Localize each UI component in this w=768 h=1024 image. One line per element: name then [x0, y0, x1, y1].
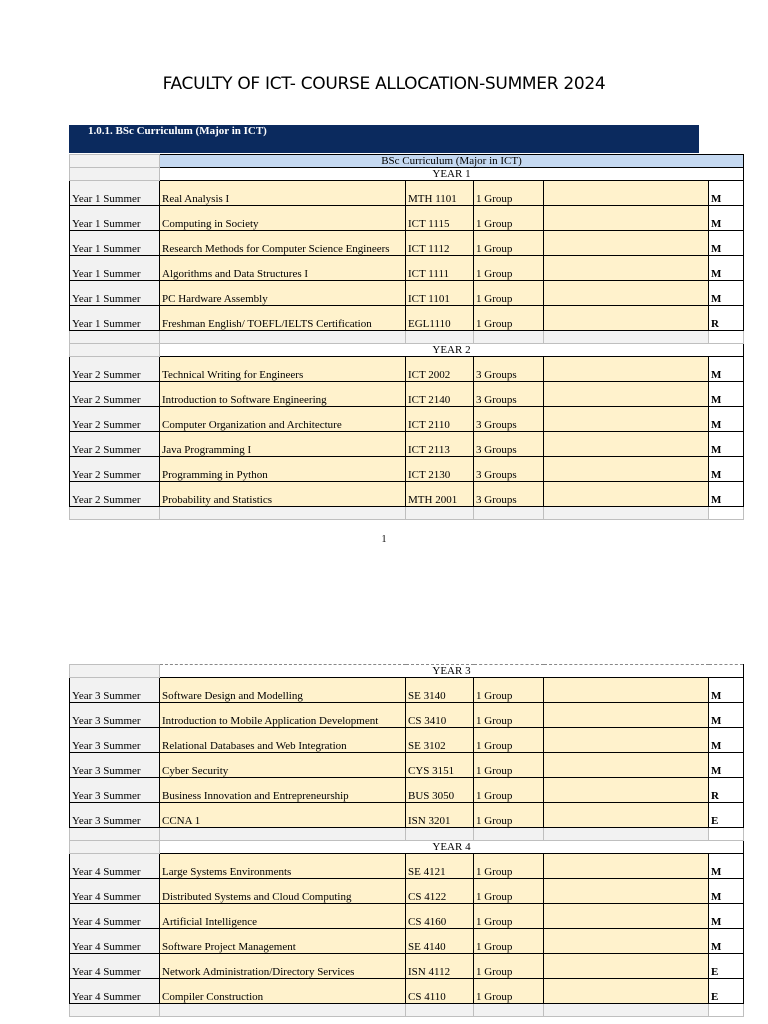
course-code-cell: CS 4160	[406, 904, 474, 929]
lecturer-cell	[544, 728, 709, 753]
year-heading-spacer	[70, 344, 160, 357]
course-code-cell: SE 4140	[406, 929, 474, 954]
course-code-cell: ICT 2113	[406, 432, 474, 457]
course-name-cell: Distributed Systems and Cloud Computing	[160, 879, 406, 904]
course-code-cell: CS 4110	[406, 979, 474, 1004]
groups-cell: 3 Groups	[474, 432, 544, 457]
groups-cell: 1 Group	[474, 281, 544, 306]
table-row	[70, 753, 744, 778]
spacer-cell	[474, 1004, 544, 1017]
lecturer-cell	[544, 181, 709, 206]
course-code-cell: ISN 3201	[406, 803, 474, 828]
groups-cell: 3 Groups	[474, 407, 544, 432]
course-name-cell: Cyber Security	[160, 753, 406, 778]
year-cell: Year 3 Summer	[70, 803, 160, 828]
table-row	[70, 357, 744, 382]
year-cell: Year 1 Summer	[70, 181, 160, 206]
spacer-cell	[474, 828, 544, 841]
course-name-cell: Network Administration/Directory Services	[160, 954, 406, 979]
course-name-cell: Software Design and Modelling	[160, 678, 406, 703]
course-type-cell: M	[709, 482, 744, 507]
banner-tab	[69, 141, 91, 153]
table-header: BSc Curriculum (Major in ICT)	[160, 155, 744, 168]
year-heading: YEAR 3	[160, 665, 744, 678]
spacer-cell	[474, 331, 544, 344]
year-cell: Year 1 Summer	[70, 256, 160, 281]
course-type-cell: M	[709, 357, 744, 382]
table-row	[70, 231, 744, 256]
course-name-cell: Compiler Construction	[160, 979, 406, 1004]
table-row	[70, 407, 744, 432]
spacer-row	[70, 331, 744, 344]
year-cell: Year 3 Summer	[70, 703, 160, 728]
course-name-cell: Artificial Intelligence	[160, 904, 406, 929]
year-cell: Year 2 Summer	[70, 457, 160, 482]
year-heading: YEAR 4	[160, 841, 744, 854]
year-cell: Year 4 Summer	[70, 954, 160, 979]
groups-cell: 1 Group	[474, 753, 544, 778]
groups-cell: 1 Group	[474, 231, 544, 256]
table-row	[70, 306, 744, 331]
lecturer-cell	[544, 753, 709, 778]
groups-cell: 1 Group	[474, 778, 544, 803]
spacer-cell	[70, 828, 160, 841]
spacer-cell	[544, 1004, 709, 1017]
lecturer-cell	[544, 929, 709, 954]
lecturer-cell	[544, 432, 709, 457]
table-row	[70, 703, 744, 728]
year-cell: Year 1 Summer	[70, 206, 160, 231]
table-row	[70, 432, 744, 457]
lecturer-cell	[544, 206, 709, 231]
course-code-cell: ICT 1111	[406, 256, 474, 281]
spacer-cell	[406, 828, 474, 841]
year-cell: Year 4 Summer	[70, 854, 160, 879]
course-code-cell: CYS 3151	[406, 753, 474, 778]
year-heading-row	[70, 344, 744, 357]
table-row	[70, 904, 744, 929]
course-code-cell: MTH 2001	[406, 482, 474, 507]
groups-cell: 1 Group	[474, 954, 544, 979]
lecturer-cell	[544, 904, 709, 929]
year-cell: Year 4 Summer	[70, 979, 160, 1004]
course-name-cell: Software Project Management	[160, 929, 406, 954]
course-type-cell: M	[709, 703, 744, 728]
lecturer-cell	[544, 879, 709, 904]
course-code-cell: EGL1110	[406, 306, 474, 331]
year-heading-row	[70, 665, 744, 678]
groups-cell: 3 Groups	[474, 457, 544, 482]
table-row	[70, 979, 744, 1004]
course-type-cell: M	[709, 879, 744, 904]
spacer-cell	[406, 1004, 474, 1017]
course-code-cell: SE 4121	[406, 854, 474, 879]
year-heading-row	[70, 841, 744, 854]
year-cell: Year 1 Summer	[70, 306, 160, 331]
year-block-3	[70, 665, 744, 841]
lecturer-cell	[544, 407, 709, 432]
lecturer-cell	[544, 382, 709, 407]
course-name-cell: Algorithms and Data Structures I	[160, 256, 406, 281]
spacer-cell	[160, 507, 406, 520]
groups-cell: 1 Group	[474, 206, 544, 231]
year-block-4	[70, 841, 744, 1017]
course-type-cell: M	[709, 256, 744, 281]
year-heading-spacer	[70, 665, 160, 678]
table-row	[70, 482, 744, 507]
course-code-cell: ICT 1115	[406, 206, 474, 231]
groups-cell: 1 Group	[474, 306, 544, 331]
course-type-cell: R	[709, 306, 744, 331]
course-type-cell: E	[709, 803, 744, 828]
course-code-cell: SE 3102	[406, 728, 474, 753]
course-type-cell: M	[709, 728, 744, 753]
course-table-page-2	[69, 664, 744, 1017]
course-type-cell: E	[709, 954, 744, 979]
table-row	[70, 778, 744, 803]
year-cell: Year 2 Summer	[70, 357, 160, 382]
spacer-cell	[160, 1004, 406, 1017]
course-type-cell: M	[709, 753, 744, 778]
spacer-cell	[70, 1004, 160, 1017]
course-name-cell: Freshman English/ TOEFL/IELTS Certification	[160, 306, 406, 331]
course-name-cell: Probability and Statistics	[160, 482, 406, 507]
groups-cell: 1 Group	[474, 728, 544, 753]
table-row	[70, 929, 744, 954]
course-name-cell: CCNA 1	[160, 803, 406, 828]
course-name-cell: Research Methods for Computer Science Engineers	[160, 231, 406, 256]
year-heading-spacer	[70, 168, 160, 181]
year-heading: YEAR 1	[160, 168, 744, 181]
course-name-cell: Business Innovation and Entrepreneurship	[160, 778, 406, 803]
groups-cell: 1 Group	[474, 181, 544, 206]
year-block-2	[70, 344, 744, 520]
year-block-1	[70, 168, 744, 344]
year-cell: Year 2 Summer	[70, 382, 160, 407]
course-name-cell: Technical Writing for Engineers	[160, 357, 406, 382]
groups-cell: 1 Group	[474, 803, 544, 828]
course-type-cell: M	[709, 281, 744, 306]
course-code-cell: ICT 1112	[406, 231, 474, 256]
course-code-cell: ICT 2002	[406, 357, 474, 382]
spacer-cell	[406, 507, 474, 520]
lecturer-cell	[544, 778, 709, 803]
table-row	[70, 181, 744, 206]
spacer-cell	[709, 828, 744, 841]
course-code-cell: CS 4122	[406, 879, 474, 904]
course-type-cell: M	[709, 904, 744, 929]
lecturer-cell	[544, 979, 709, 1004]
course-code-cell: MTH 1101	[406, 181, 474, 206]
year-cell: Year 2 Summer	[70, 407, 160, 432]
groups-cell: 1 Group	[474, 929, 544, 954]
course-code-cell: BUS 3050	[406, 778, 474, 803]
year-cell: Year 4 Summer	[70, 929, 160, 954]
spacer-cell	[709, 1004, 744, 1017]
lecturer-cell	[544, 803, 709, 828]
spacer-row	[70, 828, 744, 841]
table-row	[70, 678, 744, 703]
course-type-cell: M	[709, 382, 744, 407]
spacer-cell	[406, 331, 474, 344]
course-name-cell: Real Analysis I	[160, 181, 406, 206]
spacer-cell	[70, 507, 160, 520]
year-cell: Year 1 Summer	[70, 231, 160, 256]
spacer-cell	[709, 507, 744, 520]
year-heading: YEAR 2	[160, 344, 744, 357]
course-name-cell: Introduction to Software Engineering	[160, 382, 406, 407]
table-row	[70, 256, 744, 281]
year-heading-spacer	[70, 841, 160, 854]
lecturer-cell	[544, 482, 709, 507]
year-heading-row	[70, 168, 744, 181]
course-type-cell: M	[709, 206, 744, 231]
table-row	[70, 803, 744, 828]
table-row	[70, 457, 744, 482]
course-type-cell: R	[709, 778, 744, 803]
table-row	[70, 854, 744, 879]
table-row	[70, 281, 744, 306]
course-code-cell: ICT 2110	[406, 407, 474, 432]
spacer-row	[70, 507, 744, 520]
course-name-cell: Java Programming I	[160, 432, 406, 457]
spacer-cell	[160, 331, 406, 344]
lecturer-cell	[544, 306, 709, 331]
lecturer-cell	[544, 457, 709, 482]
lecturer-cell	[544, 231, 709, 256]
table-row	[70, 206, 744, 231]
table-row	[70, 954, 744, 979]
section-banner	[69, 125, 699, 153]
year-cell: Year 3 Summer	[70, 678, 160, 703]
course-type-cell: M	[709, 181, 744, 206]
spacer-cell	[544, 828, 709, 841]
page-title: FACULTY OF ICT- COURSE ALLOCATION-SUMMER 2024	[162, 74, 606, 94]
lecturer-cell	[544, 678, 709, 703]
lecturer-cell	[544, 281, 709, 306]
groups-cell: 1 Group	[474, 256, 544, 281]
year-cell: Year 3 Summer	[70, 778, 160, 803]
year-cell: Year 4 Summer	[70, 879, 160, 904]
course-type-cell: E	[709, 979, 744, 1004]
course-code-cell: SE 3140	[406, 678, 474, 703]
table-row	[70, 382, 744, 407]
course-table-page-1	[69, 154, 744, 520]
table-row	[70, 728, 744, 753]
table-row	[70, 879, 744, 904]
course-name-cell: Introduction to Mobile Application Development	[160, 703, 406, 728]
groups-cell: 1 Group	[474, 854, 544, 879]
spacer-cell	[544, 507, 709, 520]
lecturer-cell	[544, 256, 709, 281]
spacer-cell	[160, 828, 406, 841]
groups-cell: 1 Group	[474, 904, 544, 929]
course-type-cell: M	[709, 457, 744, 482]
spacer-row	[70, 1004, 744, 1017]
course-code-cell: ICT 1101	[406, 281, 474, 306]
groups-cell: 1 Group	[474, 678, 544, 703]
groups-cell: 1 Group	[474, 879, 544, 904]
course-name-cell: Large Systems Environments	[160, 854, 406, 879]
course-name-cell: Relational Databases and Web Integration	[160, 728, 406, 753]
year-cell: Year 2 Summer	[70, 432, 160, 457]
course-type-cell: M	[709, 929, 744, 954]
groups-cell: 3 Groups	[474, 357, 544, 382]
year-cell: Year 3 Summer	[70, 728, 160, 753]
spacer-cell	[709, 331, 744, 344]
groups-cell: 3 Groups	[474, 382, 544, 407]
spacer-cell	[474, 507, 544, 520]
course-name-cell: Programming in Python	[160, 457, 406, 482]
lecturer-cell	[544, 703, 709, 728]
year-cell: Year 2 Summer	[70, 482, 160, 507]
page-number: 1	[381, 534, 387, 545]
lecturer-cell	[544, 357, 709, 382]
section-label: 1.0.1. BSc Curriculum (Major in ICT)	[88, 125, 267, 137]
groups-cell: 3 Groups	[474, 482, 544, 507]
course-type-cell: M	[709, 678, 744, 703]
course-type-cell: M	[709, 231, 744, 256]
year-cell: Year 4 Summer	[70, 904, 160, 929]
course-type-cell: M	[709, 407, 744, 432]
course-type-cell: M	[709, 432, 744, 457]
course-name-cell: PC Hardware Assembly	[160, 281, 406, 306]
groups-cell: 1 Group	[474, 979, 544, 1004]
lecturer-cell	[544, 954, 709, 979]
groups-cell: 1 Group	[474, 703, 544, 728]
course-type-cell: M	[709, 854, 744, 879]
course-code-cell: ICT 2130	[406, 457, 474, 482]
spacer-cell	[70, 331, 160, 344]
lecturer-cell	[544, 854, 709, 879]
year-cell: Year 3 Summer	[70, 753, 160, 778]
course-code-cell: ICT 2140	[406, 382, 474, 407]
course-name-cell: Computer Organization and Architecture	[160, 407, 406, 432]
course-code-cell: ISN 4112	[406, 954, 474, 979]
spacer-cell	[544, 331, 709, 344]
course-name-cell: Computing in Society	[160, 206, 406, 231]
course-code-cell: CS 3410	[406, 703, 474, 728]
year-cell: Year 1 Summer	[70, 281, 160, 306]
table-header-row	[70, 155, 744, 168]
